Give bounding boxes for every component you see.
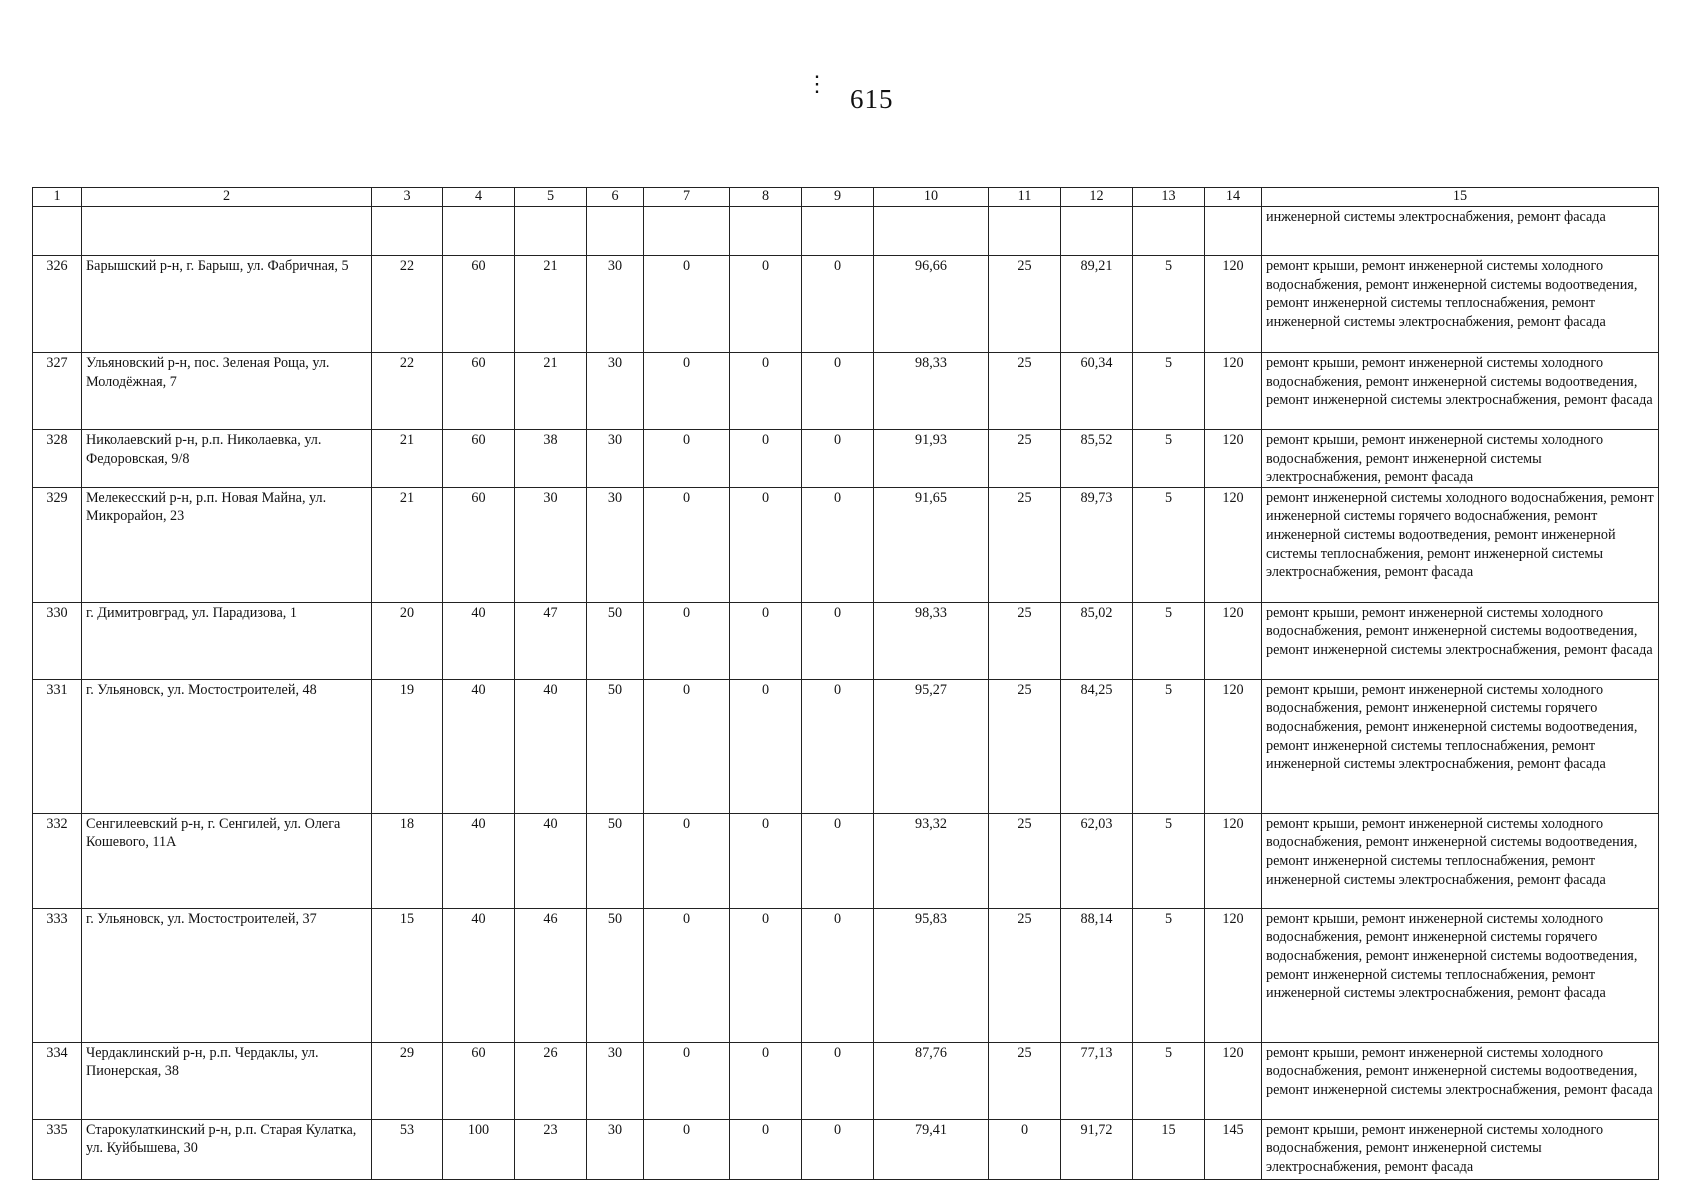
value-cell: 5 (1133, 487, 1205, 602)
row-number-cell: 335 (33, 1119, 82, 1179)
table-row (33, 1042, 1659, 1119)
value-cell: 0 (730, 487, 802, 602)
col-header: 6 (587, 188, 644, 207)
cell (1133, 207, 1205, 256)
col-header: 15 (1262, 188, 1659, 207)
value-cell: 0 (802, 1042, 874, 1119)
value-cell: 100 (443, 1119, 515, 1179)
value-cell: 30 (587, 1119, 644, 1179)
value-cell: 120 (1205, 602, 1262, 679)
value-cell: 0 (644, 602, 730, 679)
value-cell: 0 (730, 679, 802, 813)
value-cell: 89,21 (1061, 256, 1133, 353)
value-cell: 47 (515, 602, 587, 679)
page-mark: ⋮ (806, 71, 828, 96)
value-cell: 79,41 (874, 1119, 989, 1179)
value-cell: 0 (730, 813, 802, 908)
value-cell: 46 (515, 908, 587, 1042)
cell (82, 207, 372, 256)
value-cell: 0 (644, 813, 730, 908)
value-cell: 85,02 (1061, 602, 1133, 679)
value-cell: 0 (644, 1042, 730, 1119)
value-cell: 21 (372, 487, 443, 602)
works-cell: ремонт крыши, ремонт инженерной системы холодного водоснабжения, ремонт инженерной системы горячего водоснабжения, ремонт инженерной системы водоотведения, ремонт инженерной системы теплоснабжения, ремонт инженерной системы электроснабжения, ремонт фасада (1262, 908, 1659, 1042)
value-cell: 120 (1205, 1042, 1262, 1119)
value-cell: 0 (730, 256, 802, 353)
value-cell: 120 (1205, 908, 1262, 1042)
col-header: 7 (644, 188, 730, 207)
cell (730, 207, 802, 256)
col-header: 11 (989, 188, 1061, 207)
address-cell: Ульяновский р-н, пос. Зеленая Роща, ул. Молодёжная, 7 (82, 353, 372, 430)
value-cell: 0 (730, 430, 802, 488)
value-cell: 50 (587, 908, 644, 1042)
value-cell: 40 (443, 679, 515, 813)
value-cell: 21 (515, 256, 587, 353)
value-cell: 0 (644, 256, 730, 353)
value-cell: 120 (1205, 353, 1262, 430)
value-cell: 88,14 (1061, 908, 1133, 1042)
address-cell: г. Ульяновск, ул. Мостостроителей, 48 (82, 679, 372, 813)
cell (443, 207, 515, 256)
value-cell: 0 (730, 1119, 802, 1179)
value-cell: 30 (587, 487, 644, 602)
value-cell: 60,34 (1061, 353, 1133, 430)
table-row (33, 256, 1659, 353)
row-number-cell: 330 (33, 602, 82, 679)
works-cell: ремонт крыши, ремонт инженерной системы холодного водоснабжения, ремонт инженерной системы горячего водоснабжения, ремонт инженерной системы водоотведения, ремонт инженерной системы теплоснабжения, ремонт инженерной системы электроснабжения, ремонт фасада (1262, 679, 1659, 813)
value-cell: 25 (989, 1042, 1061, 1119)
cell (1205, 207, 1262, 256)
cell (372, 207, 443, 256)
value-cell: 84,25 (1061, 679, 1133, 813)
value-cell: 0 (802, 1119, 874, 1179)
cell (989, 207, 1061, 256)
page-number: 615 (850, 84, 894, 114)
row-number-cell: 331 (33, 679, 82, 813)
works-cell: ремонт крыши, ремонт инженерной системы холодного водоснабжения, ремонт инженерной системы электроснабжения, ремонт фасада (1262, 430, 1659, 488)
value-cell: 91,72 (1061, 1119, 1133, 1179)
table-row (33, 813, 1659, 908)
value-cell: 60 (443, 487, 515, 602)
value-cell: 89,73 (1061, 487, 1133, 602)
value-cell: 120 (1205, 430, 1262, 488)
address-cell: Сенгилеевский р-н, г. Сенгилей, ул. Олега Кошевого, 11А (82, 813, 372, 908)
value-cell: 5 (1133, 813, 1205, 908)
row-number-cell: 333 (33, 908, 82, 1042)
value-cell: 40 (515, 679, 587, 813)
col-header: 4 (443, 188, 515, 207)
value-cell: 62,03 (1061, 813, 1133, 908)
table-row (33, 1119, 1659, 1179)
value-cell: 77,13 (1061, 1042, 1133, 1119)
col-header: 10 (874, 188, 989, 207)
value-cell: 40 (443, 813, 515, 908)
col-header: 1 (33, 188, 82, 207)
works-cell: ремонт инженерной системы холодного водоснабжения, ремонт инженерной системы горячего водоснабжения, ремонт инженерной системы водоотведения, ремонт инженерной системы теплоснабжения, ремонт инженерной системы электроснабжения, ремонт фасада (1262, 487, 1659, 602)
value-cell: 50 (587, 679, 644, 813)
row-number-cell: 329 (33, 487, 82, 602)
value-cell: 60 (443, 430, 515, 488)
value-cell: 120 (1205, 256, 1262, 353)
works-cell: ремонт крыши, ремонт инженерной системы холодного водоснабжения, ремонт инженерной системы водоотведения, ремонт инженерной системы электроснабжения, ремонт фасада (1262, 1042, 1659, 1119)
value-cell: 40 (443, 908, 515, 1042)
value-cell: 30 (587, 353, 644, 430)
value-cell: 0 (802, 813, 874, 908)
row-number-cell: 327 (33, 353, 82, 430)
value-cell: 30 (587, 256, 644, 353)
value-cell: 0 (802, 602, 874, 679)
col-header: 12 (1061, 188, 1133, 207)
works-cell: ремонт крыши, ремонт инженерной системы холодного водоснабжения, ремонт инженерной системы водоотведения, ремонт инженерной системы электроснабжения, ремонт фасада (1262, 353, 1659, 430)
value-cell: 0 (802, 679, 874, 813)
value-cell: 95,27 (874, 679, 989, 813)
value-cell: 98,33 (874, 353, 989, 430)
value-cell: 15 (372, 908, 443, 1042)
value-cell: 0 (802, 430, 874, 488)
value-cell: 120 (1205, 487, 1262, 602)
value-cell: 26 (515, 1042, 587, 1119)
col-header: 3 (372, 188, 443, 207)
value-cell: 23 (515, 1119, 587, 1179)
value-cell: 120 (1205, 813, 1262, 908)
value-cell: 85,52 (1061, 430, 1133, 488)
works-cell: ремонт крыши, ремонт инженерной системы холодного водоснабжения, ремонт инженерной системы электроснабжения, ремонт фасада (1262, 1119, 1659, 1179)
address-cell: Мелекесский р-н, р.п. Новая Майна, ул. Микрорайон, 23 (82, 487, 372, 602)
value-cell: 22 (372, 256, 443, 353)
col-header: 5 (515, 188, 587, 207)
table-row (33, 679, 1659, 813)
value-cell: 145 (1205, 1119, 1262, 1179)
cell (587, 207, 644, 256)
cell (33, 207, 82, 256)
value-cell: 5 (1133, 1042, 1205, 1119)
value-cell: 0 (802, 353, 874, 430)
value-cell: 5 (1133, 430, 1205, 488)
value-cell: 20 (372, 602, 443, 679)
value-cell: 22 (372, 353, 443, 430)
value-cell: 96,66 (874, 256, 989, 353)
cell (1061, 207, 1133, 256)
table-row (33, 487, 1659, 602)
value-cell: 87,76 (874, 1042, 989, 1119)
value-cell: 25 (989, 679, 1061, 813)
value-cell: 60 (443, 353, 515, 430)
address-cell: Чердаклинский р-н, р.п. Чердаклы, ул. Пионерская, 38 (82, 1042, 372, 1119)
value-cell: 0 (644, 353, 730, 430)
value-cell: 25 (989, 430, 1061, 488)
value-cell: 25 (989, 256, 1061, 353)
table-row (33, 602, 1659, 679)
value-cell: 0 (802, 487, 874, 602)
table-row (33, 908, 1659, 1042)
value-cell: 0 (989, 1119, 1061, 1179)
row-number-cell: 328 (33, 430, 82, 488)
value-cell: 5 (1133, 602, 1205, 679)
value-cell: 38 (515, 430, 587, 488)
value-cell: 93,32 (874, 813, 989, 908)
works-cell: инженерной системы электроснабжения, ремонт фасада (1262, 207, 1659, 256)
value-cell: 0 (730, 353, 802, 430)
address-cell: Барышский р-н, г. Барыш, ул. Фабричная, 5 (82, 256, 372, 353)
value-cell: 40 (515, 813, 587, 908)
col-header: 14 (1205, 188, 1262, 207)
repair-register-table (32, 187, 1659, 1180)
col-header: 9 (802, 188, 874, 207)
address-cell: Старокулаткинский р-н, р.п. Старая Кулатка, ул. Куйбышева, 30 (82, 1119, 372, 1179)
value-cell: 50 (587, 602, 644, 679)
continuation-row (33, 207, 1659, 256)
address-cell: Николаевский р-н, р.п. Николаевка, ул. Федоровская, 9/8 (82, 430, 372, 488)
value-cell: 5 (1133, 353, 1205, 430)
value-cell: 21 (372, 430, 443, 488)
cell (515, 207, 587, 256)
works-cell: ремонт крыши, ремонт инженерной системы холодного водоснабжения, ремонт инженерной системы водоотведения, ремонт инженерной системы теплоснабжения, ремонт инженерной системы электроснабжения, ремонт фасада (1262, 813, 1659, 908)
row-number-cell: 326 (33, 256, 82, 353)
works-cell: ремонт крыши, ремонт инженерной системы холодного водоснабжения, ремонт инженерной системы водоотведения, ремонт инженерной системы электроснабжения, ремонт фасада (1262, 602, 1659, 679)
col-header: 8 (730, 188, 802, 207)
address-cell: г. Ульяновск, ул. Мостостроителей, 37 (82, 908, 372, 1042)
value-cell: 5 (1133, 256, 1205, 353)
value-cell: 15 (1133, 1119, 1205, 1179)
value-cell: 60 (443, 1042, 515, 1119)
col-header: 13 (1133, 188, 1205, 207)
value-cell: 0 (730, 908, 802, 1042)
value-cell: 19 (372, 679, 443, 813)
value-cell: 5 (1133, 679, 1205, 813)
value-cell: 53 (372, 1119, 443, 1179)
cell (644, 207, 730, 256)
value-cell: 25 (989, 487, 1061, 602)
table-row (33, 353, 1659, 430)
value-cell: 50 (587, 813, 644, 908)
value-cell: 30 (515, 487, 587, 602)
value-cell: 60 (443, 256, 515, 353)
value-cell: 5 (1133, 908, 1205, 1042)
value-cell: 0 (802, 256, 874, 353)
table-row (33, 430, 1659, 488)
row-number-cell: 332 (33, 813, 82, 908)
value-cell: 0 (644, 908, 730, 1042)
value-cell: 21 (515, 353, 587, 430)
cell (802, 207, 874, 256)
value-cell: 0 (644, 487, 730, 602)
value-cell: 25 (989, 813, 1061, 908)
value-cell: 25 (989, 908, 1061, 1042)
value-cell: 0 (644, 430, 730, 488)
value-cell: 30 (587, 430, 644, 488)
value-cell: 95,83 (874, 908, 989, 1042)
value-cell: 0 (802, 908, 874, 1042)
value-cell: 30 (587, 1042, 644, 1119)
value-cell: 0 (730, 1042, 802, 1119)
works-cell: ремонт крыши, ремонт инженерной системы холодного водоснабжения, ремонт инженерной системы водоотведения, ремонт инженерной системы теплоснабжения, ремонт инженерной системы электроснабжения, ремонт фасада (1262, 256, 1659, 353)
cell (874, 207, 989, 256)
value-cell: 0 (730, 602, 802, 679)
value-cell: 0 (644, 1119, 730, 1179)
value-cell: 18 (372, 813, 443, 908)
value-cell: 98,33 (874, 602, 989, 679)
value-cell: 91,93 (874, 430, 989, 488)
value-cell: 40 (443, 602, 515, 679)
value-cell: 29 (372, 1042, 443, 1119)
address-cell: г. Димитровград, ул. Парадизова, 1 (82, 602, 372, 679)
value-cell: 120 (1205, 679, 1262, 813)
value-cell: 0 (644, 679, 730, 813)
value-cell: 25 (989, 602, 1061, 679)
col-header: 2 (82, 188, 372, 207)
row-number-cell: 334 (33, 1042, 82, 1119)
value-cell: 91,65 (874, 487, 989, 602)
header-row (33, 188, 1659, 207)
value-cell: 25 (989, 353, 1061, 430)
